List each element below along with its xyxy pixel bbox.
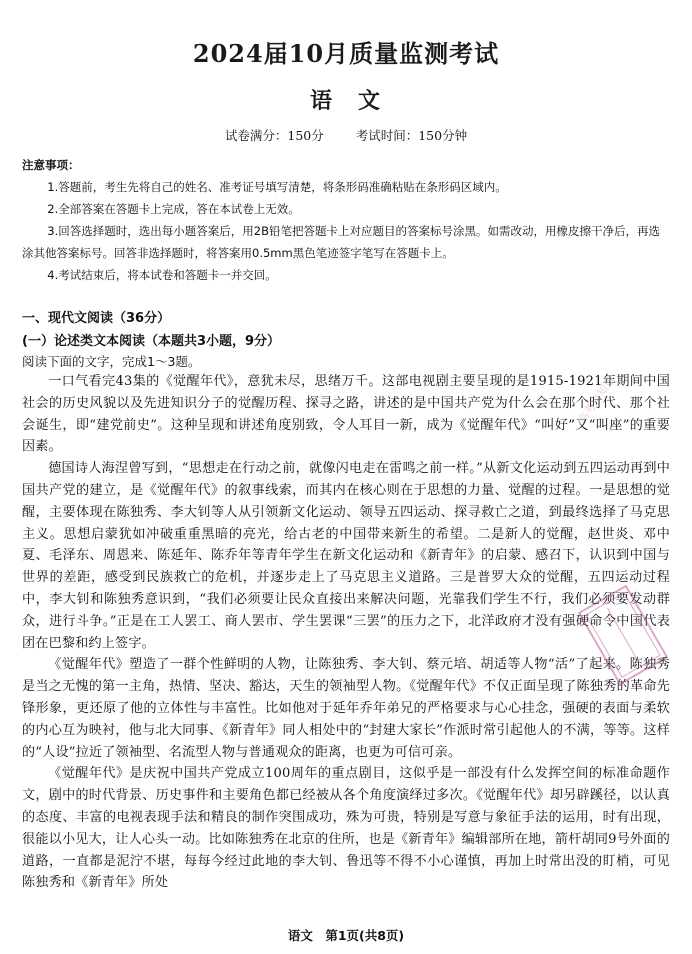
passage-paragraph: 一口气看完43集的《觉醒年代》，意犹未尽，思绪万千。这部电视剧主要呈现的是1915-1921年期间中国社会的历史风貌以及先进知识分子的觉醒历程、探寻之路，讲述的是中国共产党为什么会在那个时代、那个社会诞生，即“建党前史”。这种呈现和讲述角度别致，令人耳目一新，成为《觉醒年代》“叫好”又“叫座”的重要因素。 <box>22 374 670 455</box>
notes-heading: 注意事项： <box>22 158 80 172</box>
passage-paragraph: 《觉醒年代》是庆祝中国共产党成立100周年的重点剧目，这似乎是一部没有什么发挥空间的标准命题作文，剧中的时代背景、历史事件和主要角色都已经被从各个角度演绎过多次。《觉醒年代》却另辟蹊径，以认真的态度、丰富的电视表现手法和精良的制作突围成功，殊为可贵，特别是写意与象征手法的运用，时有出现，很能以小见大，让人心头一动。比如陈独秀在北京的住所，也是《新青年》编辑部所在地，箭杆胡同9号外面的道路，一直都是泥泞不堪，每每今经过此地的李大钊、鲁迅等不得不小心谨慎，再加上时常出没的盯梢，可见陈独秀和《新青年》所处 <box>22 766 670 891</box>
note-item: 1.答题前，考生先将自己的姓名、准考证号填写清楚，将条形码准确粘贴在条形码区域内。 <box>47 180 507 194</box>
passage-paragraph: 《觉醒年代》塑造了一群个性鲜明的人物，让陈独秀、李大钊、蔡元培、胡适等人物“活”了起来。陈独秀是当之无愧的第一主角，热情、坚决、豁达，天生的领袖型人物。《觉醒年代》不仅正面呈现了陈独秀的革命先锋形象，更还原了他的立体性与丰富性。比如他对于延年乔年弟兄的严格要求与心心挂念，强硬的表面与柔软的内心互为映衬，他与北大同事、《新青年》同人相处中的“封建大家长”作派时常引起他人的不满，等等。这样的“人设”拉近了领袖型、名流型人物与普通观众的距离，也更为可信可亲。 <box>22 657 670 760</box>
page-footer: 语文 第1页(共8页) <box>287 928 405 943</box>
full-score: 试卷满分：150分 <box>224 128 324 143</box>
subject-title: 语 文 <box>309 89 382 114</box>
section-heading: 一、现代文阅读（36分） <box>22 311 171 326</box>
subsection-heading: (一）论述类文本阅读（本题共3小题，9分） <box>22 334 281 349</box>
passage-paragraph: 德国诗人海涅曾写到，“思想走在行动之前，就像闪电走在雷鸣之前一样。”从新文化运动到五四运动再到中国共产党的建立，是《觉醒年代》的叙事线索，而其内在核心则在于思想的力量、觉醒的过程。一是思想的觉醒，主要体现在陈独秀、李大钊等人从引领新文化运动、领导五四运动、探寻救亡之道，到最终选择了马克思主义。思想启蒙犹如冲破重重黑暗的亮光，给古老的中国带来新生的希望。二是新人的觉醒，赵世炎、邓中夏、毛泽东、周恩来、陈延年、陈乔年等青年学生在新文化运动和《新青年》的启蒙、感召下，认识到中国与世界的差距，感受到民族救亡的危机，并逐步走上了马克思主义道路。三是普罗大众的觉醒，五四运动过程中，李大钊和陈独秀意识到，“我们必须要让民众直接出来解决问题，光靠我们学生不行，我们必须要发动群众，进行斗争。”正是在工人罢工、商人罢市、学生罢课“三罢”的压力之下，北洋政府才没有强硬命令中国代表团在巴黎和约上签字。 <box>22 461 670 651</box>
passage <box>22 371 670 894</box>
exam-title: 2024届10月质量监测考试 <box>192 39 500 68</box>
watermark-text: 高考早知道 <box>575 373 618 427</box>
exam-time: 考试时间：150分钟 <box>355 128 468 143</box>
note-item: 3.回答选择题时，选出每小题答案后，用2B铅笔把答题卡上对应题目的答案标号涂黑。如需改动，用橡皮擦干净后，再选涂其他答案标号。回答非选择题时，将答案用0.5mm黑色笔迹签字笔写在答题卡上。 <box>22 224 660 260</box>
note-item: 4.考试结束后，将本试卷和答题卡一并交回。 <box>47 268 277 282</box>
notes-section <box>22 154 670 286</box>
reading-instruction: 阅读下面的文字，完成1～3题。 <box>22 354 201 369</box>
exam-meta <box>0 126 692 144</box>
note-item: 2.全部答案在答题卡上完成，答在本试卷上无效。 <box>47 202 300 216</box>
